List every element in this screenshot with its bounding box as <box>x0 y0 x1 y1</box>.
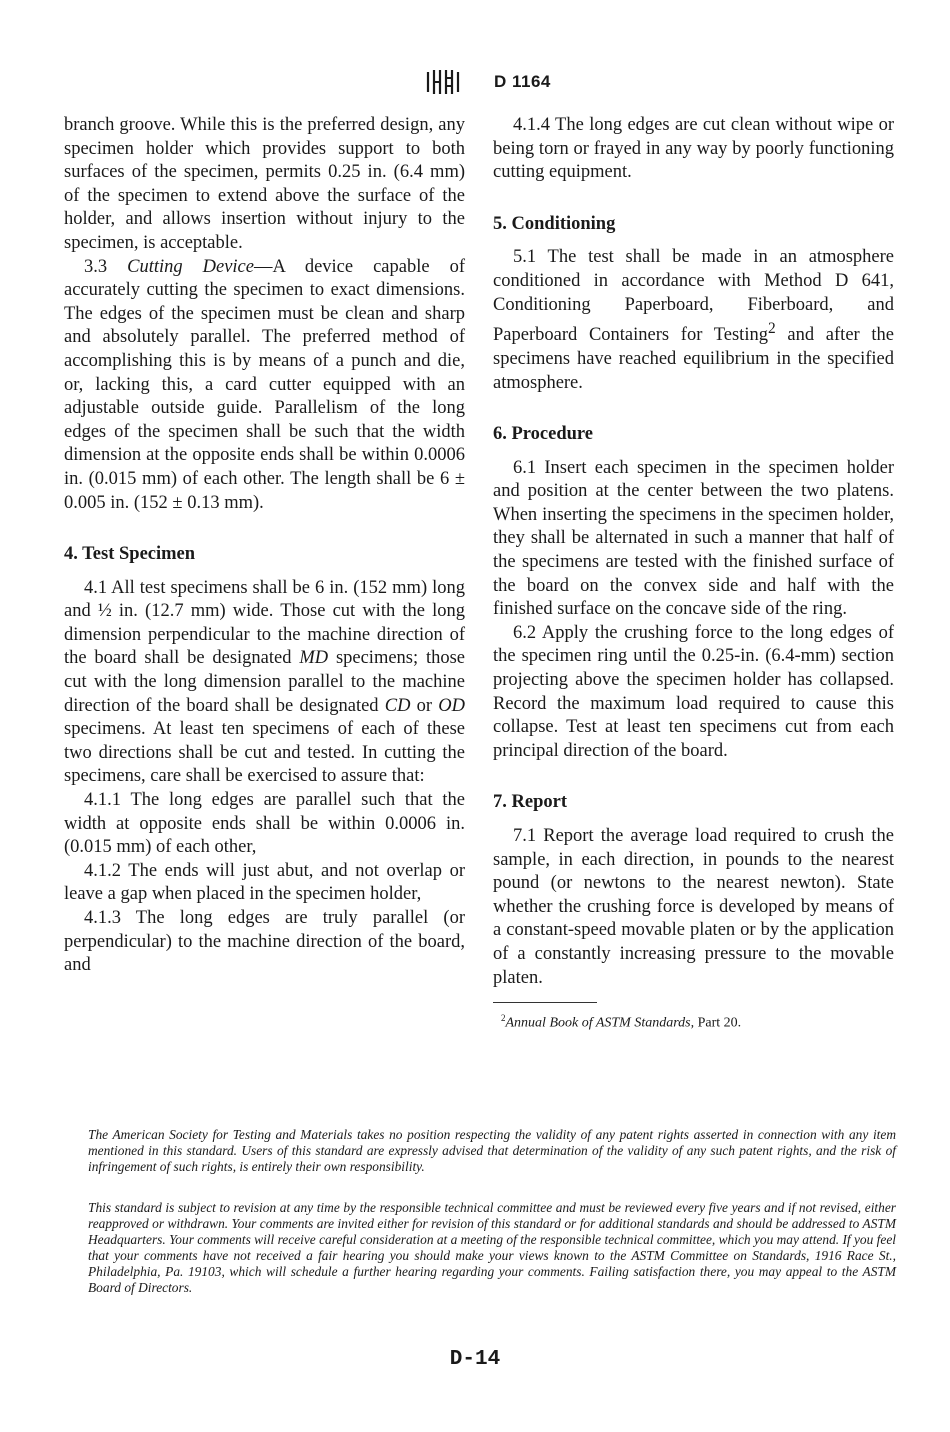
paragraph-4-1-1: 4.1.1 The long edges are parallel such that the width at opposite ends shall be within 0.0006 in. (0.015 mm) of each other, <box>64 790 465 858</box>
heading-test-specimen: 4. Test Specimen <box>64 544 196 565</box>
paragraph-6-1: 6.1 Insert each specimen in the specimen holder and position at the center between the two platens. When inserting the specimens in the specimen holder, they shall be alternated in such a manner that half of the specimens are tested with the finished surface of the board on the convex side and half with the finished surface on the concave side of the ring. <box>493 457 894 620</box>
standard-designation: D 1164 <box>494 72 551 91</box>
paragraph-4-1-3: 4.1.3 The long edges are truly parallel (or perpendicular) to the machine direction of the board, and <box>64 908 465 976</box>
paragraph-4-1: 4.1 All test specimens shall be 6 in. (152 mm) long and ½ in. (12.7 mm) wide. Those cut with the long dimension perpendicular to the machine direction of the board shall be designated MD specimens; those cut with the long dimension parallel to the machine direction of the board shall be designated CD or OD specimens. At least ten specimens of each of these two directions shall be cut and tested. In cutting the specimens, care shall be exercised to assure that: <box>64 577 466 787</box>
heading-report: 7. Report <box>493 792 567 813</box>
left-column <box>64 114 465 978</box>
footnote-reference: 2 <box>767 320 776 338</box>
heading-conditioning: 5. Conditioning <box>493 213 616 234</box>
paragraph-5-1: 5.1 The test shall be made in an atmosphere conditioned in accordance with Method D 641, Conditioning Paperboard, Fiberboard, and Paperboard Containers for Testing$^2$ and after the specimens have reached equilibrium in the specified atmosphere. <box>493 247 895 393</box>
paragraph-4-1-4: 4.1.4 The long edges are cut clean without wipe or being torn or frayed in any way by poorly functioning cutting equipment. <box>493 115 894 183</box>
page-number: D-14 <box>449 1348 501 1371</box>
patent-disclaimer: The American Society for Testing and Materials takes no position respecting the validity of any patent rights asserted in connection with any item mentioned in this standard. Users of this standard are expressly advised that determination of the validity of any such patent rights, and the risk of infringement of such rights, is entirely their own responsibility. <box>88 1127 896 1174</box>
astm-logo-icon <box>424 68 464 96</box>
paragraph-6-2: 6.2 Apply the crushing force to the long edges of the specimen ring until the 0.25-in. (6.4-mm) section projecting above the specimen holder has collapsed. Record the maximum load required to cause this collapse. Test at least ten specimens cut from each principal direction of the board. <box>493 622 894 761</box>
paragraph-7-1: 7.1 Report the average load required to crush the sample, in each direction, in pounds to the nearest pound (or newtons to the nearest newton). State whether the crushing force is developed by means of a constant-speed movable platen or by the application of a constantly increasing pressure to the movable platen. <box>493 826 894 988</box>
right-column <box>493 114 894 1033</box>
page-header <box>0 68 950 98</box>
footnote-divider <box>493 1002 597 1003</box>
paragraph-3-2-continuation: branch groove. While this is the preferred design, any specimen holder which provides support to both surfaces of the specimen, permits 0.25 in. (6.4 mm) of the specimen to extend above the surface of the holder, and allows insertion without injury to the specimen, is acceptable. <box>64 115 465 253</box>
footnote-2: $^2$Annual Book of ASTM Standards, Part 20. <box>501 1013 742 1031</box>
paragraph-4-1-2: 4.1.2 The ends will just abut, and not overlap or leave a gap when placed in the specimen holder, <box>64 860 465 905</box>
cutting-device-title: Cutting Device <box>127 256 254 277</box>
heading-procedure: 6. Procedure <box>493 424 594 445</box>
paragraph-3-3: 3.3 Cutting Device—A device capable of accurately cutting the specimen to exact dimensions. The edges of the specimen must be clean and sharp and absolutely parallel. The preferred method of accomplishing this is by means of a punch and die, or, lacking this, a card cutter equipped with an adjustable outside guide. Parallelism of the long edges of the specimen shall be such that the width dimension at the opposite ends shall be within 0.0006 in. (0.015 mm) of each other. The length shall be 6 ± 0.005 in. (152 ± 0.13 mm). <box>64 256 465 513</box>
revision-notice: This standard is subject to revision at any time by the responsible technical committee and must be reviewed every five years and if not revised, either reapproved or withdrawn. Your comments are invited either for revision of this standard or for additional standards and should be addressed to ASTM Headquarters. Your comments will receive careful consideration at a meeting of the responsible technical committee, which you may attend. If you feel that your comments have not received a fair hearing you should make your views known to the ASTM Committee on Standards, 1916 Race St., Philadelphia, Pa. 19103, which will schedule a further hearing regarding your comments. Failing satisfaction there, you may appeal to the ASTM Board of Directors. <box>88 1200 896 1295</box>
